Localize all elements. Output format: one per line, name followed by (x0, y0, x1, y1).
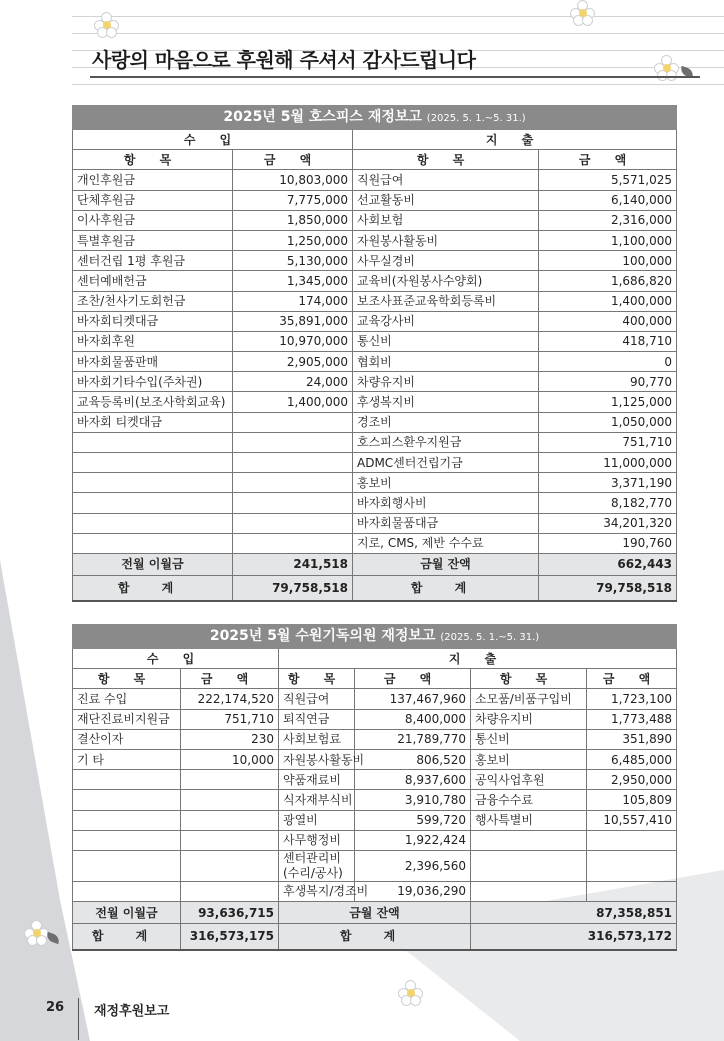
flower-icon (398, 980, 424, 1006)
table-row (73, 850, 677, 881)
expense-amount: 806,520 (355, 749, 471, 769)
expense-item: 소모품/비품구입비 (471, 689, 587, 709)
table-row (73, 311, 677, 331)
income-amount (233, 513, 353, 533)
income-amount: 1,850,000 (233, 210, 353, 230)
table-row (73, 331, 677, 351)
income-amount: 24,000 (233, 372, 353, 392)
income-item: 바자회후원 (73, 331, 233, 351)
expense-amount: 1,100,000 (539, 230, 677, 250)
expense-item: 보조사표준교육학회등록비 (353, 291, 539, 311)
expense-amount: 351,890 (587, 729, 677, 749)
income-item (73, 790, 181, 810)
expense-item: 자원봉사활동비 (353, 230, 539, 250)
income-item (73, 810, 181, 830)
page-number: 26 (46, 1000, 65, 1015)
table-row (73, 729, 677, 749)
col-item: 항 목 (279, 669, 355, 689)
expense-item: 사회보험 (353, 210, 539, 230)
income-item (73, 881, 181, 901)
table-row (73, 230, 677, 250)
total-label: 합 계 (353, 575, 539, 601)
table-row (73, 513, 677, 533)
table-row (73, 372, 677, 392)
table-row (73, 170, 677, 190)
income-amount: 1,345,000 (233, 271, 353, 291)
expense-item: 식자재부식비 (279, 790, 355, 810)
income-amount (181, 850, 279, 881)
income-amount (233, 473, 353, 493)
carry-label: 전월 이월금 (73, 553, 233, 575)
expense-amount: 3,910,780 (355, 790, 471, 810)
table-row (73, 770, 677, 790)
income-amount (233, 533, 353, 553)
expense-header: 지 출 (353, 130, 677, 150)
expense-item (471, 830, 587, 850)
expense-item: 협회비 (353, 352, 539, 372)
income-item (73, 493, 233, 513)
expense-amount: 8,182,770 (539, 493, 677, 513)
col-item: 항 목 (73, 669, 181, 689)
total-expense: 79,758,518 (539, 575, 677, 601)
income-amount (181, 881, 279, 901)
income-item: 바자회물품판매 (73, 352, 233, 372)
expense-item: ADMC센터건립기금 (353, 453, 539, 473)
expense-header: 지 출 (279, 649, 677, 669)
expense-item: 퇴직연금 (279, 709, 355, 729)
income-amount: 35,891,000 (233, 311, 353, 331)
expense-amount (587, 850, 677, 881)
table-row (73, 709, 677, 729)
expense-amount (587, 830, 677, 850)
income-amount (233, 432, 353, 452)
income-item (73, 533, 233, 553)
income-item (73, 770, 181, 790)
balance-amount: 662,443 (539, 553, 677, 575)
table-row (73, 271, 677, 291)
expense-amount: 105,809 (587, 790, 677, 810)
income-amount (181, 770, 279, 790)
col-amount: 금 액 (539, 150, 677, 170)
expense-amount: 1,686,820 (539, 271, 677, 291)
income-amount: 1,400,000 (233, 392, 353, 412)
expense-amount: 137,467,960 (355, 689, 471, 709)
income-item: 센터건립 1평 후원금 (73, 251, 233, 271)
income-header: 수 입 (73, 130, 353, 150)
expense-amount: 1,773,488 (587, 709, 677, 729)
expense-amount: 190,760 (539, 533, 677, 553)
footer-divider (78, 998, 79, 1040)
table-title: 2025년 5월 수원기독의원 재정보고 (2025. 5. 1.~5. 31.) (73, 625, 677, 649)
expense-item: 센터관리비 (수리/공사) (279, 850, 355, 881)
col-item: 항 목 (73, 150, 233, 170)
income-item: 바자회티켓대금 (73, 311, 233, 331)
flower-icon (570, 0, 596, 26)
table-row (73, 533, 677, 553)
expense-item: 바자회행사비 (353, 493, 539, 513)
col-amount: 금 액 (587, 669, 677, 689)
expense-amount: 599,720 (355, 810, 471, 830)
expense-item: 경조비 (353, 412, 539, 432)
income-item: 개인후원금 (73, 170, 233, 190)
income-item: 조찬/천사기도회헌금 (73, 291, 233, 311)
expense-amount: 10,557,410 (587, 810, 677, 830)
table-row (73, 190, 677, 210)
total-label: 합 계 (279, 924, 471, 950)
income-item: 센터예배헌금 (73, 271, 233, 291)
expense-item: 자원봉사활동비 (279, 749, 355, 769)
expense-item: 사무실경비 (353, 251, 539, 271)
title-underline (90, 76, 700, 78)
clinic-finance-table (72, 624, 677, 951)
col-amount: 금 액 (355, 669, 471, 689)
total-income: 79,758,518 (233, 575, 353, 601)
table-title: 2025년 5월 호스피스 재정보고 (2025. 5. 1.~5. 31.) (73, 106, 677, 130)
table-row (73, 830, 677, 850)
table-row (73, 881, 677, 901)
expense-item: 통신비 (353, 331, 539, 351)
income-amount: 1,250,000 (233, 230, 353, 250)
income-item (73, 473, 233, 493)
income-amount (233, 493, 353, 513)
income-item: 진료 수입 (73, 689, 181, 709)
expense-item: 교육강사비 (353, 311, 539, 331)
income-amount: 10,803,000 (233, 170, 353, 190)
expense-amount: 400,000 (539, 311, 677, 331)
expense-amount: 418,710 (539, 331, 677, 351)
col-item: 항 목 (471, 669, 587, 689)
income-amount (181, 810, 279, 830)
expense-amount: 5,571,025 (539, 170, 677, 190)
expense-item: 교육비(자원봉사수양회) (353, 271, 539, 291)
expense-item: 호스피스환우지원금 (353, 432, 539, 452)
income-amount: 5,130,000 (233, 251, 353, 271)
hospice-finance-table (72, 105, 677, 602)
income-amount (233, 412, 353, 432)
carry-amount: 241,518 (233, 553, 353, 575)
expense-amount: 90,770 (539, 372, 677, 392)
income-item: 기 타 (73, 749, 181, 769)
expense-amount: 34,201,320 (539, 513, 677, 533)
expense-item: 금융수수료 (471, 790, 587, 810)
income-item: 결산이자 (73, 729, 181, 749)
expense-item: 선교활동비 (353, 190, 539, 210)
expense-amount: 1,125,000 (539, 392, 677, 412)
carry-label: 전월 이월금 (73, 902, 181, 924)
col-amount: 금 액 (181, 669, 279, 689)
table-row (73, 810, 677, 830)
expense-item: 차량유지비 (353, 372, 539, 392)
table-row (73, 352, 677, 372)
balance-label: 금월 잔액 (353, 553, 539, 575)
income-item: 재단진료비지원금 (73, 709, 181, 729)
income-amount: 174,000 (233, 291, 353, 311)
expense-item (471, 881, 587, 901)
flower-icon (94, 12, 120, 38)
expense-amount: 0 (539, 352, 677, 372)
expense-item: 사회보험료 (279, 729, 355, 749)
expense-amount: 2,950,000 (587, 770, 677, 790)
total-label: 합 계 (73, 575, 233, 601)
income-amount: 222,174,520 (181, 689, 279, 709)
carry-amount: 93,636,715 (181, 902, 279, 924)
expense-item: 후생복지비 (353, 392, 539, 412)
total-income: 316,573,175 (181, 924, 279, 950)
expense-item: 직원급여 (279, 689, 355, 709)
income-item: 바자회기타수입(주차권) (73, 372, 233, 392)
expense-item: 약품재료비 (279, 770, 355, 790)
expense-amount: 2,396,560 (355, 850, 471, 881)
table-row (73, 749, 677, 769)
income-item (73, 513, 233, 533)
expense-amount: 6,485,000 (587, 749, 677, 769)
expense-amount: 1,723,100 (587, 689, 677, 709)
table-row (73, 432, 677, 452)
expense-item: 바자회물품대금 (353, 513, 539, 533)
table-row (73, 392, 677, 412)
income-item (73, 432, 233, 452)
income-item: 교육등록비(보조사학회교육) (73, 392, 233, 412)
expense-item: 홍보비 (471, 749, 587, 769)
total-label: 합 계 (73, 924, 181, 950)
expense-amount: 11,000,000 (539, 453, 677, 473)
expense-item: 사무행정비 (279, 830, 355, 850)
income-amount: 2,905,000 (233, 352, 353, 372)
expense-amount: 2,316,000 (539, 210, 677, 230)
expense-amount: 1,400,000 (539, 291, 677, 311)
expense-amount: 1,050,000 (539, 412, 677, 432)
expense-amount (587, 881, 677, 901)
col-amount: 금 액 (233, 150, 353, 170)
income-item (73, 850, 181, 881)
balance-amount: 87,358,851 (471, 902, 677, 924)
income-amount: 751,710 (181, 709, 279, 729)
page-title: 사랑의 마음으로 후원해 주셔서 감사드립니다 (92, 48, 476, 72)
expense-item: 통신비 (471, 729, 587, 749)
expense-amount: 8,937,600 (355, 770, 471, 790)
income-amount (233, 453, 353, 473)
expense-item: 지로, CMS, 제반 수수료 (353, 533, 539, 553)
expense-item: 공익사업후원 (471, 770, 587, 790)
total-expense: 316,573,172 (471, 924, 677, 950)
income-amount: 7,775,000 (233, 190, 353, 210)
expense-item: 행사특별비 (471, 810, 587, 830)
expense-amount: 100,000 (539, 251, 677, 271)
table-row (73, 251, 677, 271)
table-row (73, 493, 677, 513)
expense-amount: 1,922,424 (355, 830, 471, 850)
table-row (73, 453, 677, 473)
expense-amount: 3,371,190 (539, 473, 677, 493)
flower-icon (24, 920, 50, 946)
col-item: 항 목 (353, 150, 539, 170)
expense-item: 광열비 (279, 810, 355, 830)
income-amount (181, 830, 279, 850)
expense-amount: 19,036,290 (355, 881, 471, 901)
expense-item: 직원급여 (353, 170, 539, 190)
income-header: 수 입 (73, 649, 279, 669)
expense-item: 후생복지/경조비 (279, 881, 355, 901)
income-amount: 10,000 (181, 749, 279, 769)
expense-amount: 21,789,770 (355, 729, 471, 749)
expense-item (471, 850, 587, 881)
balance-label: 금월 잔액 (279, 902, 471, 924)
table-row (73, 412, 677, 432)
section-label: 재정후원보고 (94, 1004, 170, 1019)
income-amount (181, 790, 279, 810)
expense-amount: 6,140,000 (539, 190, 677, 210)
expense-amount: 8,400,000 (355, 709, 471, 729)
table-row (73, 473, 677, 493)
table-row (73, 689, 677, 709)
expense-item: 홍보비 (353, 473, 539, 493)
table-row (73, 291, 677, 311)
expense-item: 차량유지비 (471, 709, 587, 729)
table-row (73, 210, 677, 230)
income-amount: 230 (181, 729, 279, 749)
table-row (73, 790, 677, 810)
income-item: 단체후원금 (73, 190, 233, 210)
income-item (73, 453, 233, 473)
expense-amount: 751,710 (539, 432, 677, 452)
income-item: 이사후원금 (73, 210, 233, 230)
income-item: 바자회 티켓대금 (73, 412, 233, 432)
income-item (73, 830, 181, 850)
income-amount: 10,970,000 (233, 331, 353, 351)
income-item: 특별후원금 (73, 230, 233, 250)
